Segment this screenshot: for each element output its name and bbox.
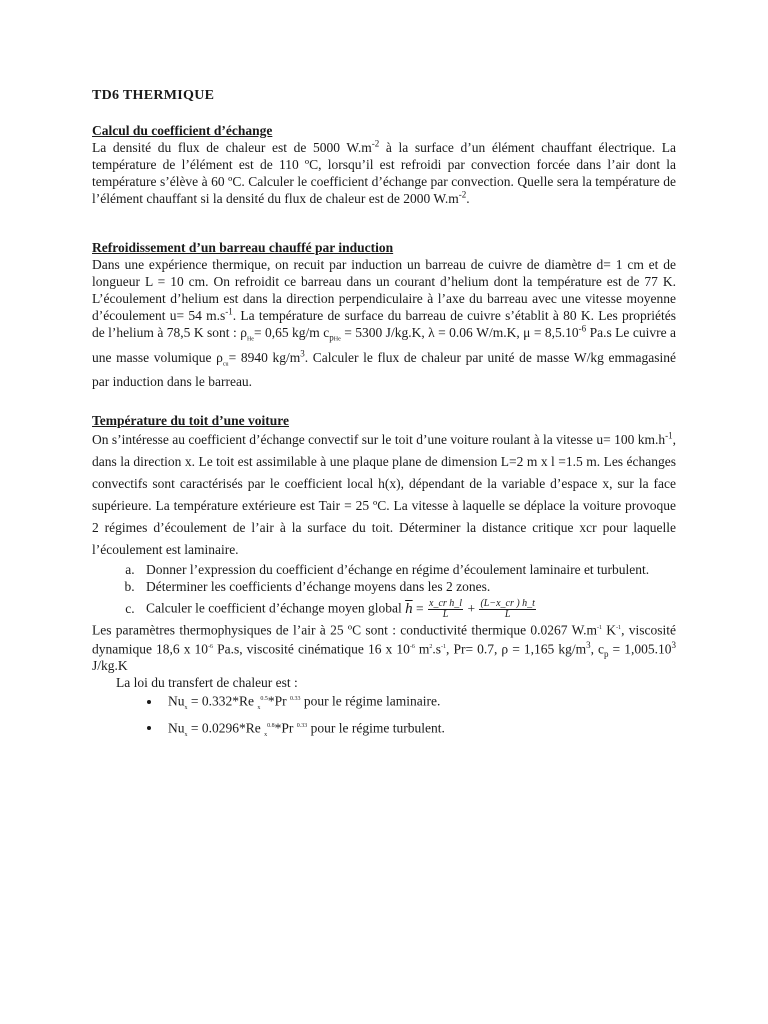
text-run: La densité du flux de chaleur est de 5000 W.m: [92, 140, 372, 155]
text-run: = 1,005.10: [608, 641, 672, 657]
formula-h: $\overline{h}$: [405, 600, 413, 617]
subscript: x: [264, 731, 268, 738]
text-run: = 0,65 kg/m c: [253, 325, 330, 340]
section-heat-coefficient: [92, 122, 676, 207]
text-run: .: [466, 191, 470, 206]
superscript: -1: [596, 625, 602, 632]
subscript: p: [329, 332, 334, 343]
fraction: [428, 599, 463, 620]
text-run: Les paramètres thermophysiques de l’air à 25 ºC sont : conductivité thermique 0.0267 W.m: [92, 622, 597, 638]
superscript: -1: [441, 643, 447, 650]
text-run: pour le régime turbulent.: [307, 720, 445, 736]
text-run: .s: [432, 641, 442, 657]
formula-plus: +: [464, 600, 479, 616]
superscript: -6: [208, 643, 214, 650]
superscript: -2: [458, 189, 467, 200]
text-run: = 5300 J/kg.K, λ = 0.06 W/m.K, μ = 8,5.10: [340, 325, 579, 340]
text-run: . Calculer le flux de chaleur par unité de masse W/kg emmagasiné par induction dans le barreau.: [92, 349, 676, 390]
question-list: [92, 561, 676, 620]
text-run: Nu: [168, 693, 185, 709]
list-item: [138, 599, 676, 620]
text-run: Calculer le coefficient d’échange moyen global: [146, 600, 406, 616]
subscript: x: [184, 705, 188, 712]
section-car-roof: [92, 412, 676, 743]
superscript: -1: [616, 625, 622, 632]
subscript: He: [246, 336, 254, 343]
formula: [405, 598, 537, 621]
text-run: *Pr: [274, 720, 297, 736]
fraction-denominator: L: [442, 609, 449, 621]
subscript: x: [184, 731, 188, 738]
subscript: cu: [222, 361, 229, 368]
list-item: a. Donner l’expression du coefficient d’échange en régime d’écoulement laminaire et turbulent.: [138, 561, 676, 578]
subscript: x: [257, 705, 261, 712]
fraction-numerator: x_cr h_l: [429, 598, 463, 610]
text-run: , dans la direction x. Le toit est assimilable à une plaque plane de dimension L=2 m x l =1.5 m. Les échanges convectifs sont caractérisés par le coefficient local h(x), dépendant de la variable d’espace x, sur la face supérieure. La température extérieure est Tair = 25 ºC. La vitesse à laquelle se déplace la voiture provoque 2 régimes d’écoulement de l’air à la surface du toit. Déterminer la distance critique xcr pour laquelle l’écoulement est laminaire.: [92, 432, 676, 558]
superscript: 3: [586, 639, 591, 650]
text-run: On s’intéresse au coefficient d’échange convectif sur le toit d’une voiture roulant à la vitesse u= 100 km.h: [92, 432, 666, 448]
document-page: [92, 88, 676, 744]
fraction-numerator: (L−x_cr ) h_t: [480, 598, 535, 610]
document-title: TD6 THERMIQUE: [92, 88, 215, 103]
text-run: K: [601, 622, 617, 638]
text-run: , Pr= 0.7, ρ = 1,165 kg/m: [446, 641, 587, 657]
section-heading-3: Température du toit d’une voiture: [92, 413, 290, 429]
list-item: b. Déterminer les coefficients d’échange moyens dans les 2 zones.: [138, 578, 676, 595]
text-run: Nu: [168, 720, 185, 736]
formula-eq: =: [412, 600, 428, 616]
text-run: J/kg.K: [92, 658, 128, 674]
superscript: -6: [578, 323, 587, 334]
superscript: 0.8: [267, 722, 275, 729]
text-run: pour le régime laminaire.: [300, 693, 441, 709]
text-run: Dans une expérience thermique, on recuit par induction un barreau de cuivre de diamètre d= 1 cm et de longueur L = 10 cm. On refroidit ce barreau dans un courant d’helium dont la température est de 77 K. L’écoulement d’helium est dans la direction perpendiculaire à l’axe du barreau avec une vitesse moyenne d’écoulement u= 54 m.s: [92, 257, 676, 323]
superscript: -6: [409, 643, 415, 650]
subscript: He: [333, 336, 341, 343]
superscript: 3: [671, 639, 676, 650]
text-run: = 8940 kg/m: [228, 349, 301, 365]
superscript: 3: [300, 348, 305, 359]
text-run: = 0.0296*Re: [187, 720, 265, 736]
text-run: , c: [590, 641, 604, 657]
section-induction-bar: [92, 239, 676, 390]
section-1-text: [92, 139, 676, 207]
superscript: -1: [665, 430, 673, 441]
section-heading-2: Refroidissement d’un barreau chauffé par induction: [92, 240, 394, 255]
heat-transfer-law: La loi du transfert de chaleur est :: [116, 675, 298, 691]
list-item: [162, 691, 676, 717]
superscript: 0.5: [260, 696, 268, 703]
superscript: 0.33: [290, 696, 301, 703]
superscript: -2: [371, 138, 380, 149]
text-run: . La température de surface du barreau de cuivre s’établit à 80 K. Les propriétés de l’helium à 78,5 K sont : ρ: [92, 308, 676, 340]
section-3-text: [92, 429, 676, 561]
text-run: Pa.s, viscosité cinématique 16 x 10: [213, 641, 410, 657]
section-heading-1: Calcul du coefficient d’échange: [92, 123, 273, 138]
text-run: = 0.332*Re: [187, 693, 258, 709]
law-list: [92, 691, 676, 743]
fraction-denominator: L: [504, 609, 511, 621]
superscript: 0.33: [296, 722, 308, 729]
subscript: p: [604, 649, 609, 660]
section-2-text: [92, 256, 676, 390]
text-run: Pa.s Le cuivre a une masse volumique ρ: [92, 325, 677, 365]
text-run: m: [414, 641, 430, 657]
air-properties-text: [92, 620, 676, 674]
superscript: 2: [429, 643, 433, 650]
fraction: [479, 599, 536, 620]
text-run: , viscosité dynamique 18,6 x 10: [92, 622, 676, 657]
text-run: à la surface d’un élément chauffant électrique. La température de l’élément est de 110 ºC, lorsqu’il est refroidi par convection forcée dans l’air dont la température s’élève à 60 ºC. Calculer le coefficient d’échange par convection. Quelle sera la température de l’élément chauffant si la densité du flux de chaleur est de 2000 W.m: [92, 140, 677, 206]
superscript: -1: [225, 306, 233, 317]
text-run: *Pr: [267, 693, 291, 709]
list-item: [162, 718, 676, 744]
